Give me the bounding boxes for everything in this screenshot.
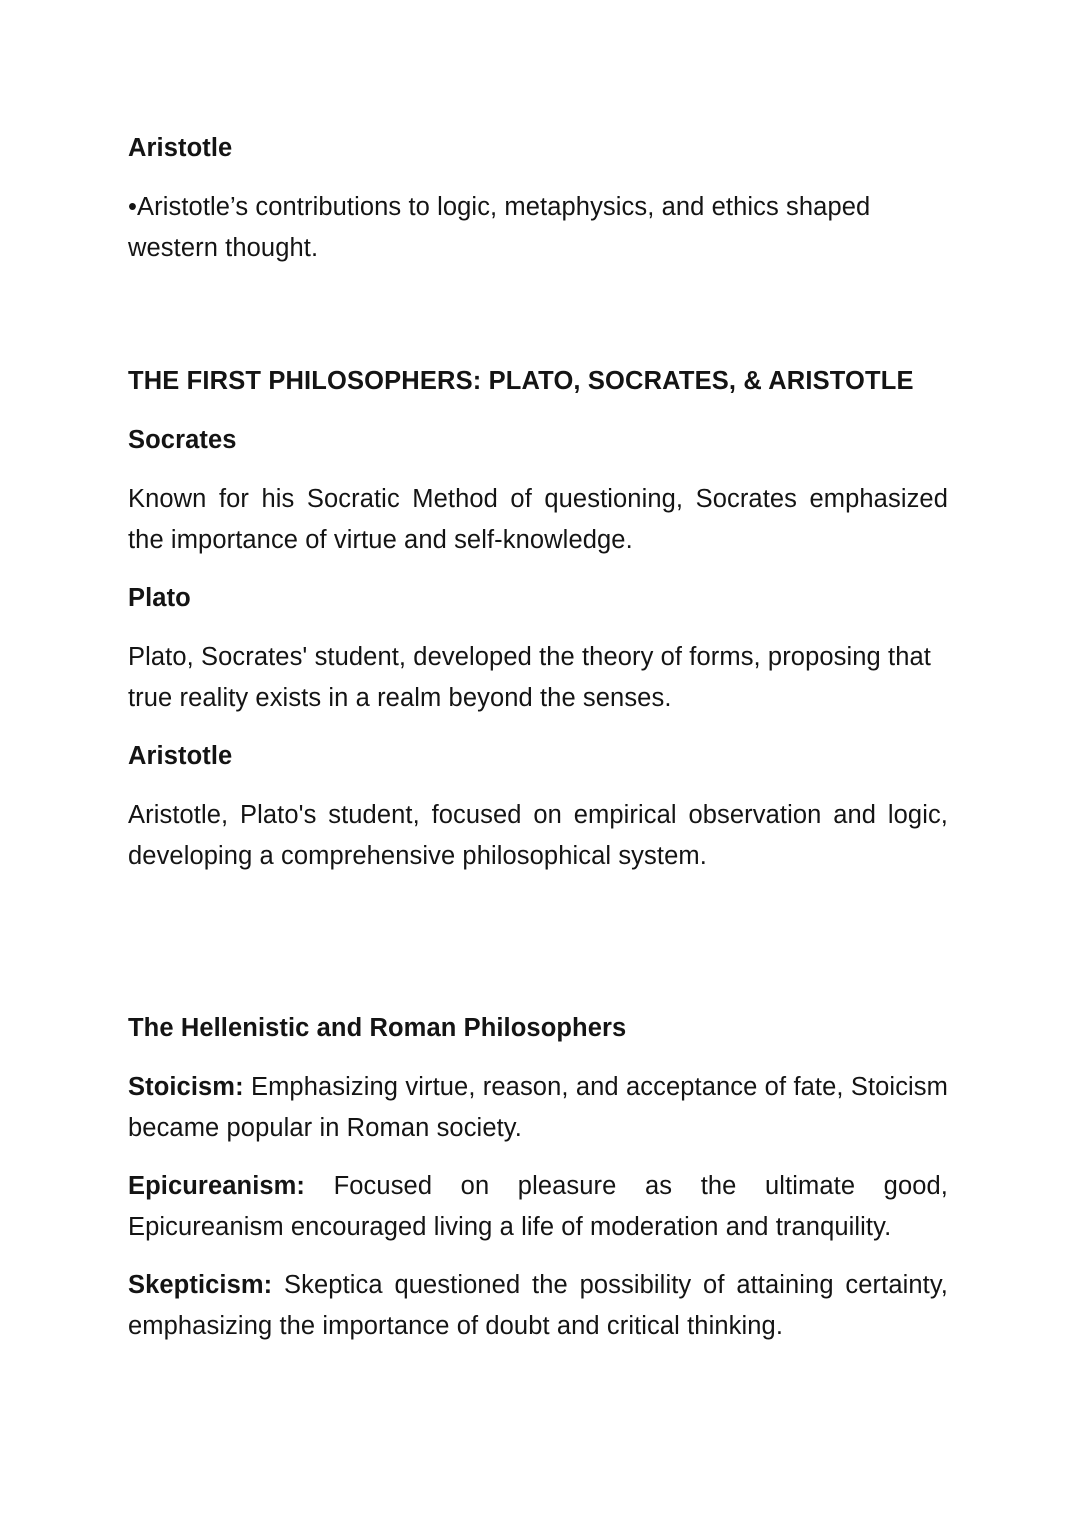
paragraph-skepticism-text: Skeptica questioned the possibility of attaining certainty, emphasizing the importance of doubt and critical thinking. [128,1271,948,1340]
heading-hellenistic-roman: The Hellenistic and Roman Philosophers [128,1014,627,1042]
section-spacer-large [128,877,948,1008]
lead-term-epicureanism: Epicureanism: [128,1172,306,1200]
paragraph-plato: Plato, Socrates' student, developed the theory of forms, proposing that true reality exists in a realm beyond the senses. [128,643,931,712]
section-spacer [128,269,948,361]
lead-term-skepticism: Skepticism: [128,1271,273,1299]
heading-first-philosophers: THE FIRST PHILOSOPHERS: PLATO, SOCRATES, & ARISTOTLE [128,367,914,395]
bullet-paragraph-aristotle-contributions [128,187,948,269]
bullet-point-icon: • [128,193,138,221]
heading-aristotle-intro: Aristotle [128,134,233,162]
bullet-paragraph-text: Aristotle’s contributions to logic, metaphysics, and ethics shaped western thought. [128,193,871,262]
lead-term-stoicism: Stoicism: [128,1073,244,1101]
paragraph-skepticism [128,1265,948,1347]
heading-socrates: Socrates [128,426,237,454]
heading-aristotle: Aristotle [128,742,233,770]
paragraph-stoicism [128,1067,948,1149]
paragraph-epicureanism [128,1166,948,1248]
heading-plato: Plato [128,584,191,612]
paragraph-socrates: Known for his Socratic Method of questioning, Socrates emphasized the importance of virtue and self-knowledge. [128,485,948,554]
paragraph-epicureanism-text: Focused on pleasure as the ultimate good, Epicureanism encouraged living a life of moderation and tranquility. [128,1172,948,1241]
paragraph-aristotle: Aristotle, Plato's student, focused on empirical observation and logic, developing a comprehensive philosophical system. [128,801,948,870]
paragraph-stoicism-text: Emphasizing virtue, reason, and acceptance of fate, Stoicism became popular in Roman society. [128,1073,948,1142]
document-content [128,128,948,1347]
